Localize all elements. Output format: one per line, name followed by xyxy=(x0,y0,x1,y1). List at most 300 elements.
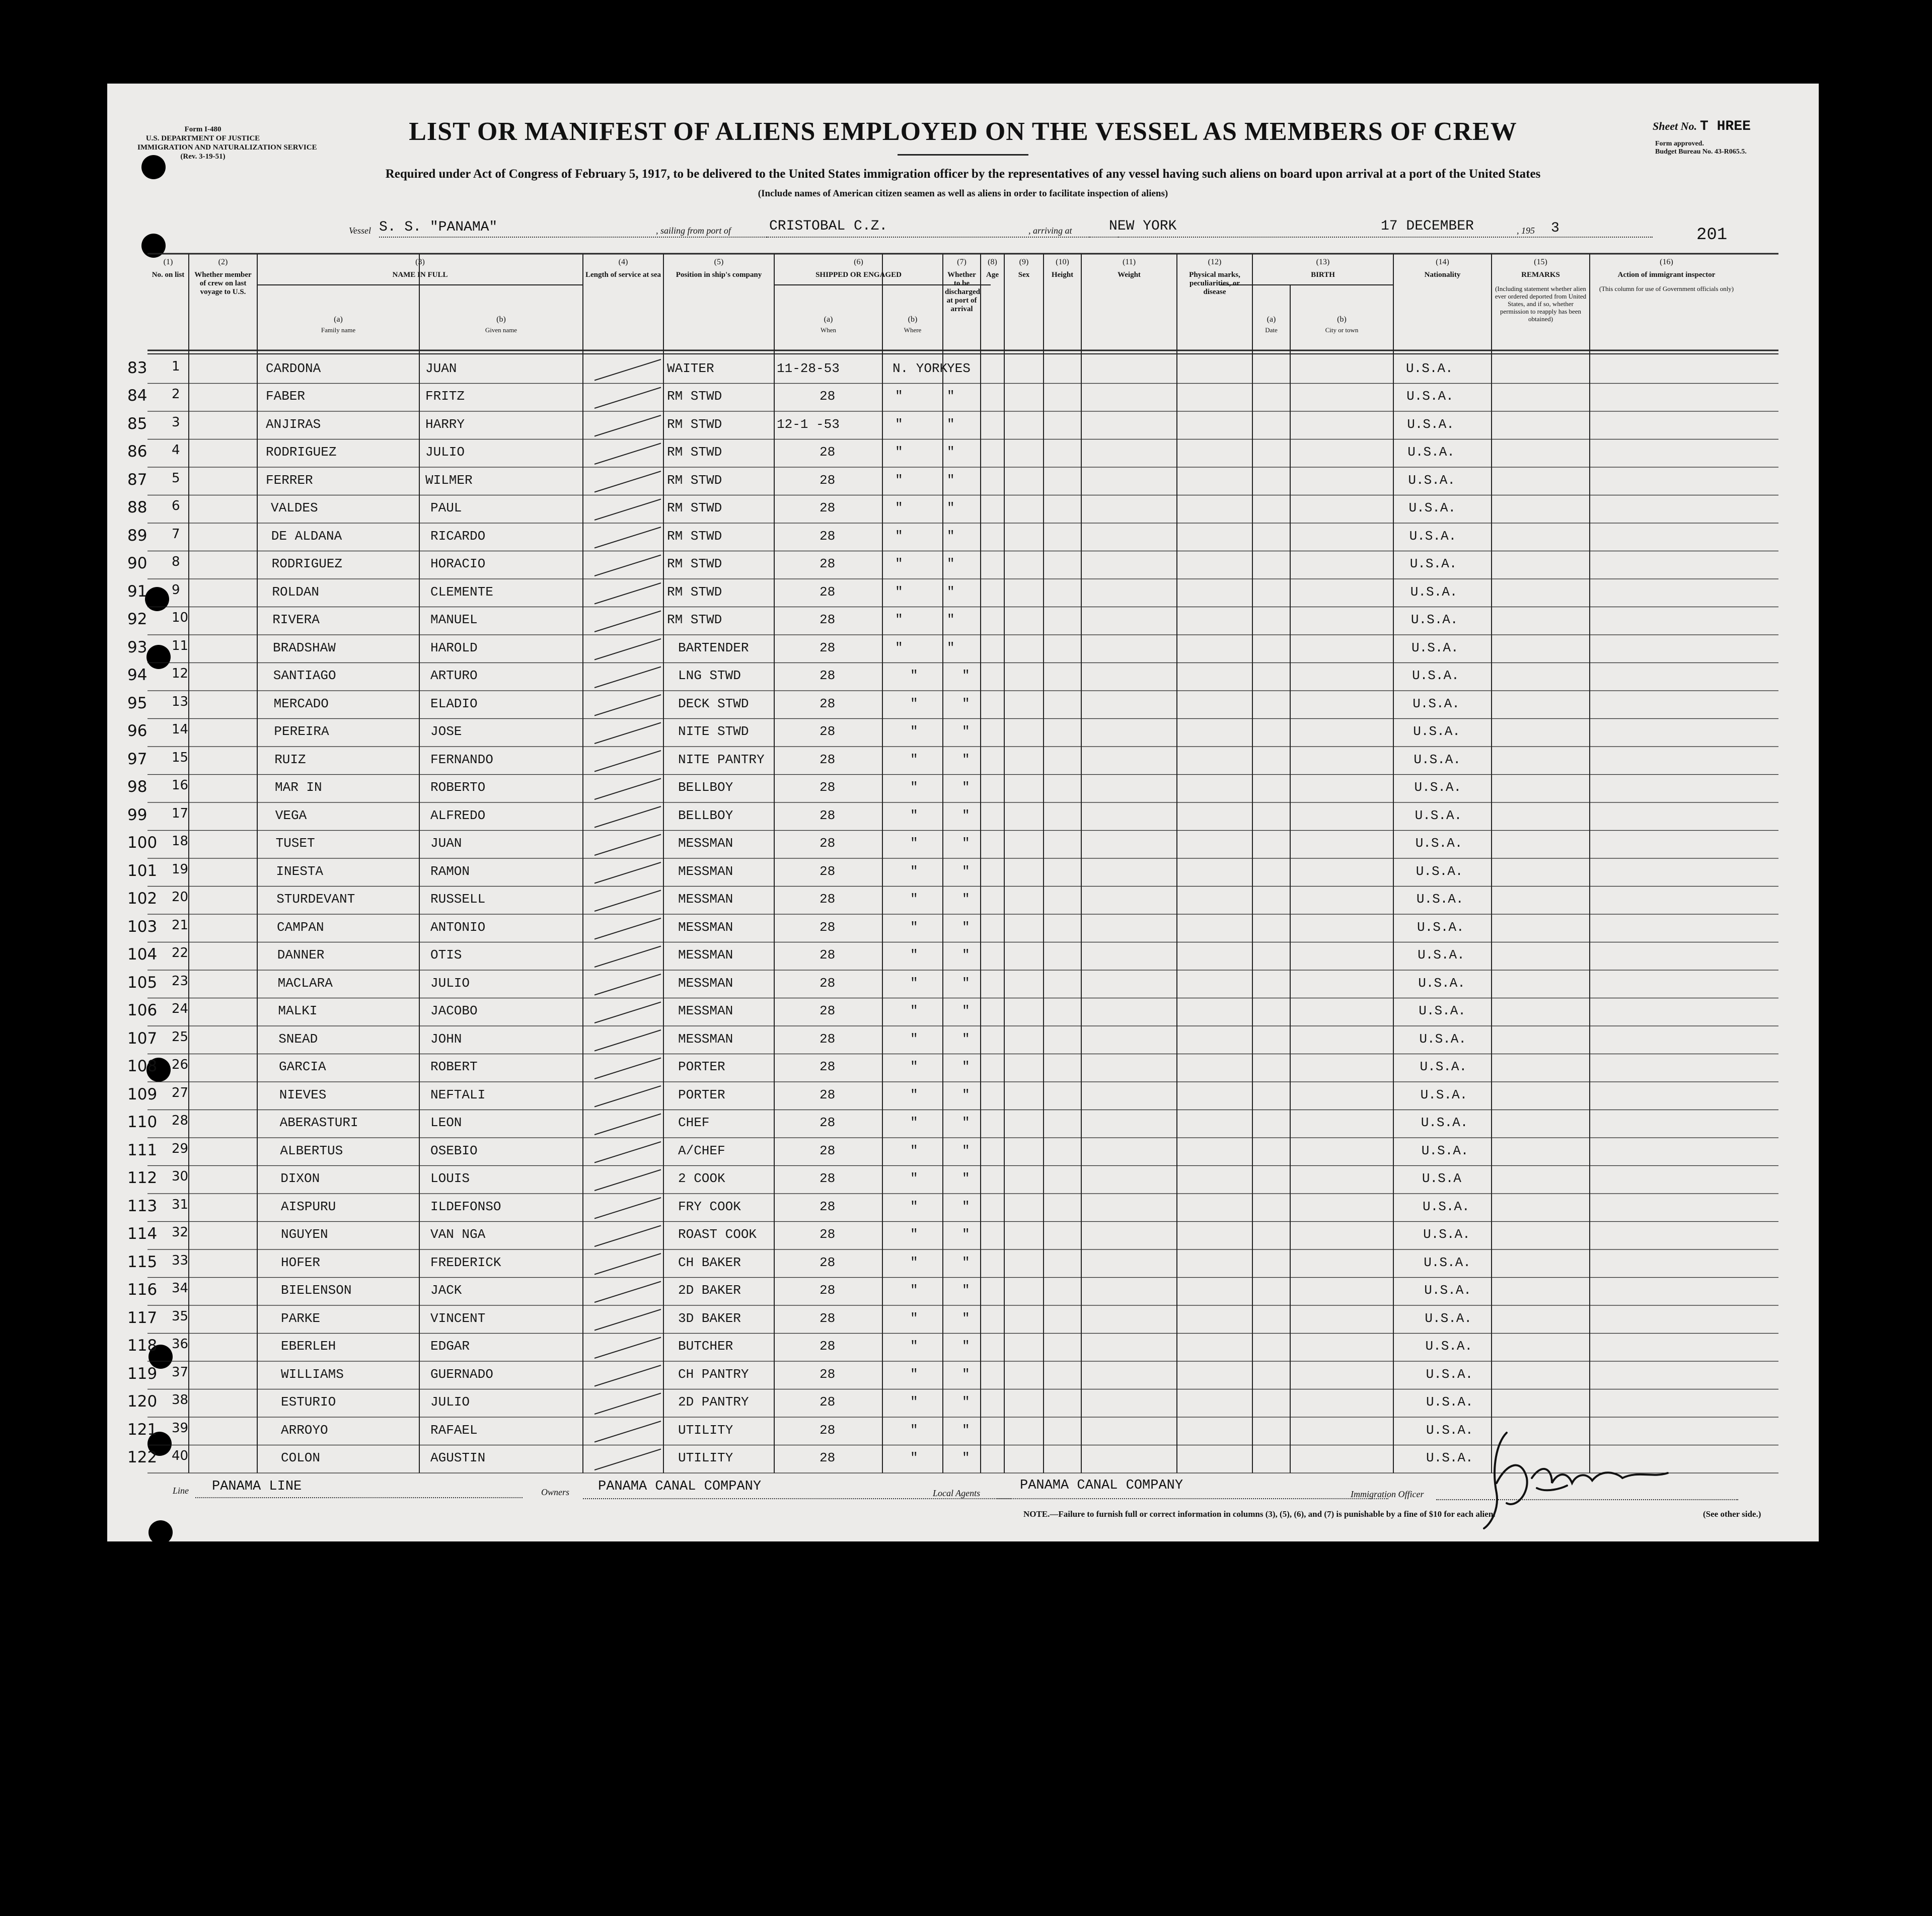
sailing-from-value: CRISTOBAL C.Z. xyxy=(769,218,888,234)
row-shipped-when: 28 xyxy=(820,640,836,655)
row-number: 17 xyxy=(172,805,189,821)
row-given-name: RUSSELL xyxy=(430,892,486,907)
row-shipped-when: 28 xyxy=(820,807,836,823)
row-shipped-where: " xyxy=(910,780,918,795)
arriving-label: , arriving at xyxy=(1028,226,1072,236)
row-nationality: U.S.A. xyxy=(1415,807,1462,823)
page-title: LIST OR MANIFEST OF ALIENS EMPLOYED ON THE VESSEL AS MEMBERS OF CREW xyxy=(409,117,1517,146)
row-shipped-when: 28 xyxy=(820,975,836,991)
row-family-name: ARROYO xyxy=(281,1422,328,1438)
row-number: 37 xyxy=(172,1364,189,1380)
row-nationality: U.S.A. xyxy=(1407,445,1455,460)
row-position: NITE PANTRY xyxy=(678,752,765,767)
row-handwritten-number: 85 xyxy=(127,414,147,433)
row-family-name: ABERASTURI xyxy=(279,1115,358,1131)
row-family-name: ANJIRAS xyxy=(266,416,321,432)
budget-bureau-line: Budget Bureau No. 43-R065.5. xyxy=(1655,148,1747,156)
row-number: 19 xyxy=(172,861,189,877)
row-nationality: U.S.A. xyxy=(1411,640,1459,655)
row-number: 34 xyxy=(172,1281,189,1296)
row-nationality: U.S.A. xyxy=(1426,1366,1473,1382)
row-shipped-when: 28 xyxy=(820,892,836,907)
row-number: 2 xyxy=(172,387,180,402)
row-handwritten-number: 117 xyxy=(127,1308,158,1327)
service-slash xyxy=(595,946,661,968)
col-num-c3: (3) xyxy=(415,258,425,266)
row-family-name: VEGA xyxy=(275,807,307,823)
row-position: 2D PANTRY xyxy=(678,1394,749,1410)
row-nationality: U.S.A. xyxy=(1408,500,1456,516)
row-shipped-when: 28 xyxy=(820,919,836,935)
col-label-c14: Nationality xyxy=(1424,271,1461,279)
see-other-side: (See other side.) xyxy=(1703,1509,1761,1519)
row-discharge: " xyxy=(962,1339,970,1354)
row-shipped-where: " xyxy=(910,1366,918,1382)
row-discharge: " xyxy=(947,612,955,628)
row-shipped-where: " xyxy=(895,500,903,516)
row-shipped-when: 11-28-53 xyxy=(777,360,840,376)
row-discharge: " xyxy=(947,584,955,600)
row-given-name: FREDERICK xyxy=(430,1255,501,1270)
row-family-name: ESTURIO xyxy=(281,1394,336,1410)
row-number: 23 xyxy=(172,973,189,989)
row-shipped-when: 28 xyxy=(820,752,836,767)
row-given-name: JULIO xyxy=(430,1394,470,1410)
service-slash xyxy=(595,695,661,716)
row-nationality: U.S.A. xyxy=(1413,724,1460,740)
row-shipped-where: " xyxy=(910,807,918,823)
row-given-name: VAN NGA xyxy=(430,1227,486,1242)
row-discharge: " xyxy=(947,389,955,404)
row-family-name: RODRIGUEZ xyxy=(266,445,337,460)
row-shipped-where: " xyxy=(910,1115,918,1131)
row-given-name: JUAN xyxy=(425,360,457,376)
row-position: RM STWD xyxy=(667,500,722,516)
row-nationality: U.S.A. xyxy=(1410,584,1458,600)
row-shipped-where: " xyxy=(895,584,903,600)
row-shipped-where: " xyxy=(910,752,918,767)
row-nationality: U.S.A. xyxy=(1407,416,1454,432)
row-position: CH PANTRY xyxy=(678,1366,749,1382)
row-given-name: JOHN xyxy=(430,1031,462,1047)
row-position: RM STWD xyxy=(667,584,722,600)
row-number: 13 xyxy=(172,694,189,709)
row-given-name: PAUL xyxy=(430,500,462,516)
row-shipped-when: 28 xyxy=(820,863,836,879)
row-shipped-where: " xyxy=(895,640,903,655)
row-discharge: " xyxy=(962,919,970,935)
row-shipped-when: 28 xyxy=(820,1366,836,1382)
row-handwritten-number: 119 xyxy=(127,1364,158,1383)
service-slash xyxy=(595,639,661,660)
row-given-name: MANUEL xyxy=(430,612,478,628)
row-shipped-where: " xyxy=(895,389,903,404)
service-slash xyxy=(595,1449,661,1470)
row-given-name: FRITZ xyxy=(425,389,465,404)
row-position: UTILITY xyxy=(678,1450,733,1466)
row-nationality: U.S.A. xyxy=(1415,836,1463,851)
service-slash xyxy=(595,1030,661,1051)
row-handwritten-number: 92 xyxy=(127,610,147,629)
row-discharge: " xyxy=(962,975,970,991)
row-handwritten-number: 121 xyxy=(127,1420,158,1439)
row-number: 11 xyxy=(172,638,189,653)
row-number: 35 xyxy=(172,1308,189,1324)
row-discharge: " xyxy=(962,1143,970,1158)
row-given-name: ALFREDO xyxy=(430,807,486,823)
row-nationality: U.S.A. xyxy=(1421,1115,1468,1131)
row-handwritten-number: 112 xyxy=(127,1169,158,1188)
row-number: 26 xyxy=(172,1057,189,1073)
row-nationality: U.S.A. xyxy=(1418,975,1465,991)
row-handwritten-number: 91 xyxy=(127,582,147,601)
row-family-name: SNEAD xyxy=(278,1031,318,1047)
col-sub-a-num-c3: (a) xyxy=(334,315,343,324)
row-nationality: U.S.A. xyxy=(1420,1087,1468,1102)
officer-signature xyxy=(1476,1423,1789,1533)
row-handwritten-number: 102 xyxy=(127,890,158,908)
service-slash xyxy=(595,583,661,604)
row-position: UTILITY xyxy=(678,1422,733,1438)
row-discharge: " xyxy=(962,1422,970,1438)
col-label-c12: Physical marks, peculiarities, or disease xyxy=(1189,271,1240,296)
row-handwritten-number: 86 xyxy=(127,443,147,461)
row-handwritten-number: 122 xyxy=(127,1448,158,1467)
row-given-name: ROBERTO xyxy=(430,780,486,795)
row-nationality: U.S.A. xyxy=(1406,360,1453,376)
service-slash xyxy=(595,1142,661,1163)
row-shipped-when: 28 xyxy=(820,1143,836,1158)
page-number: 201 xyxy=(1696,226,1728,245)
row-position: MESSMAN xyxy=(678,1031,733,1047)
col-sub-b-num-c3: (b) xyxy=(496,315,506,324)
row-discharge: " xyxy=(962,1366,970,1382)
row-nationality: U.S.A. xyxy=(1414,752,1461,767)
row-shipped-when: 28 xyxy=(820,668,836,684)
row-nationality: U.S.A. xyxy=(1426,1422,1473,1438)
penalty-note: NOTE.—Failure to furnish full or correct information in columns (3), (5), (6), and (7) is punishable by a fine of $10 for each alien. xyxy=(1023,1509,1496,1519)
row-shipped-where: " xyxy=(910,1171,918,1187)
row-number: 1 xyxy=(172,358,180,374)
row-shipped-where: " xyxy=(910,1310,918,1326)
col-sub-a-c13: Date xyxy=(1265,326,1278,334)
row-number: 12 xyxy=(172,666,189,682)
col-sub-c15: (Including statement whether alien ever ordered deported from United States, and if so, whether permission to reapply has been obtained) xyxy=(1495,285,1587,323)
service-slash xyxy=(595,1058,661,1079)
row-nationality: U.S.A. xyxy=(1412,668,1459,684)
row-shipped-where: " xyxy=(910,1339,918,1354)
row-number: 6 xyxy=(172,498,180,514)
row-shipped-when: 28 xyxy=(820,1115,836,1131)
row-shipped-where: " xyxy=(910,1450,918,1466)
service-slash xyxy=(595,1393,661,1415)
row-shipped-where: " xyxy=(910,919,918,935)
row-family-name: COLON xyxy=(281,1450,321,1466)
row-discharge: " xyxy=(962,1003,970,1019)
row-shipped-when: 28 xyxy=(820,584,836,600)
row-family-name: RODRIGUEZ xyxy=(271,556,343,572)
row-number: 7 xyxy=(172,526,180,542)
row-handwritten-number: 90 xyxy=(127,554,147,573)
row-shipped-where: " xyxy=(910,1422,918,1438)
row-handwritten-number: 103 xyxy=(127,917,158,936)
row-handwritten-number: 113 xyxy=(127,1197,158,1215)
service-slash xyxy=(595,806,661,828)
sheet-value: T HREE xyxy=(1700,119,1751,134)
row-shipped-when: 28 xyxy=(820,1450,836,1466)
row-handwritten-number: 105 xyxy=(127,973,158,992)
row-nationality: U.S.A. xyxy=(1413,696,1460,711)
row-family-name: MACLARA xyxy=(277,975,333,991)
row-discharge: " xyxy=(962,696,970,711)
col-num-c5: (5) xyxy=(714,258,724,266)
row-shipped-where: N. YORK xyxy=(893,360,948,376)
service-slash xyxy=(595,918,661,939)
row-family-name: NGUYEN xyxy=(281,1227,328,1242)
col-sub-b-c13: City or town xyxy=(1325,326,1359,334)
row-shipped-when: 28 xyxy=(820,389,836,404)
row-shipped-where: " xyxy=(910,1283,918,1298)
row-given-name: ARTURO xyxy=(430,668,478,684)
row-given-name: ILDEFONSO xyxy=(430,1199,501,1214)
row-discharge: " xyxy=(962,1394,970,1410)
row-number: 29 xyxy=(172,1141,189,1156)
row-number: 15 xyxy=(172,750,189,765)
row-position: DECK STWD xyxy=(678,696,749,711)
row-shipped-when: 28 xyxy=(820,1227,836,1242)
row-handwritten-number: 107 xyxy=(127,1029,158,1048)
row-number: 20 xyxy=(172,890,189,905)
row-nationality: U.S.A. xyxy=(1409,528,1457,544)
row-position: BELLBOY xyxy=(678,780,733,795)
row-nationality: U.S.A. xyxy=(1423,1199,1470,1214)
row-handwritten-number: 115 xyxy=(127,1252,158,1271)
row-family-name: NIEVES xyxy=(279,1087,327,1102)
row-handwritten-number: 87 xyxy=(127,470,147,489)
row-shipped-where: " xyxy=(910,1394,918,1410)
col-sub-a-c6: When xyxy=(820,326,837,334)
col-label-c9: Sex xyxy=(1018,271,1030,279)
service-slash xyxy=(595,974,661,995)
form-approval-line: Form approved. xyxy=(1655,140,1704,148)
row-number: 10 xyxy=(172,610,189,626)
service-slash xyxy=(595,667,661,688)
arriving-at-value: NEW YORK xyxy=(1109,218,1177,234)
row-handwritten-number: 99 xyxy=(127,805,147,824)
row-discharge: " xyxy=(962,1310,970,1326)
row-nationality: U.S.A. xyxy=(1418,947,1465,963)
owners-label: Owners xyxy=(541,1487,570,1497)
row-nationality: U.S.A. xyxy=(1423,1227,1470,1242)
row-family-name: MAR IN xyxy=(275,780,322,795)
row-handwritten-number: 106 xyxy=(127,1001,158,1020)
row-number: 36 xyxy=(172,1337,189,1352)
row-nationality: U.S.A. xyxy=(1426,1394,1473,1410)
service-slash xyxy=(595,1421,661,1442)
row-family-name: INESTA xyxy=(276,863,324,879)
col-sub-a-num-c13: (a) xyxy=(1267,315,1276,324)
row-number: 32 xyxy=(172,1225,189,1240)
row-handwritten-number: 84 xyxy=(127,387,147,405)
row-position: PORTER xyxy=(678,1087,725,1102)
row-position: MESSMAN xyxy=(678,947,733,963)
row-nationality: U.S.A. xyxy=(1416,863,1463,879)
row-position: RM STWD xyxy=(667,612,722,628)
agents-value: PANAMA CANAL COMPANY xyxy=(1020,1478,1183,1493)
form-number: Form I-480 xyxy=(184,125,221,133)
row-position: WAITER xyxy=(667,360,714,376)
row-handwritten-number: 104 xyxy=(127,945,158,964)
row-position: BELLBOY xyxy=(678,807,733,823)
row-nationality: U.S.A. xyxy=(1419,1003,1466,1019)
row-shipped-when: 28 xyxy=(820,1339,836,1354)
col-label-c8: Age xyxy=(986,271,999,279)
row-shipped-when: 28 xyxy=(820,780,836,795)
row-nationality: U.S.A. xyxy=(1420,1059,1467,1075)
col-sub-b-num-c6: (b) xyxy=(908,315,918,324)
row-number: 31 xyxy=(172,1197,189,1212)
row-shipped-when: 28 xyxy=(820,1003,836,1019)
row-handwritten-number: 97 xyxy=(127,750,147,768)
row-position: BUTCHER xyxy=(678,1339,733,1354)
row-handwritten-number: 93 xyxy=(127,638,147,656)
row-number: 38 xyxy=(172,1392,189,1408)
row-nationality: U.S.A. xyxy=(1424,1283,1471,1298)
service-slash xyxy=(595,359,661,381)
vessel-label: Vessel xyxy=(349,226,371,236)
service-slash xyxy=(595,611,661,632)
col-label-c2: Whether member of crew on last voyage to U.S. xyxy=(194,271,252,296)
row-given-name: LOUIS xyxy=(430,1171,470,1187)
row-position: MESSMAN xyxy=(678,919,733,935)
row-discharge: " xyxy=(947,640,955,655)
row-position: A/CHEF xyxy=(678,1143,725,1158)
arrival-date: 17 DECEMBER xyxy=(1381,218,1474,234)
row-family-name: RUIZ xyxy=(274,752,306,767)
row-discharge: YES xyxy=(947,360,971,376)
row-nationality: U.S.A. xyxy=(1425,1339,1473,1354)
row-shipped-where: " xyxy=(910,1087,918,1102)
row-position: 3D BAKER xyxy=(678,1310,741,1326)
col-label-c16: Action of immigrant inspector xyxy=(1617,271,1716,279)
col-sub-c16: (This column for use of Government officials only) xyxy=(1599,285,1734,292)
row-position: MESSMAN xyxy=(678,975,733,991)
row-position: CHEF xyxy=(678,1115,710,1131)
col-label-c10: Height xyxy=(1051,271,1074,279)
row-nationality: U.S.A. xyxy=(1410,612,1458,628)
row-family-name: WILLIAMS xyxy=(281,1366,344,1382)
row-position: FRY COOK xyxy=(678,1199,741,1214)
service-slash xyxy=(595,499,661,521)
row-number: 21 xyxy=(172,917,189,933)
row-shipped-where: " xyxy=(910,836,918,851)
row-discharge: " xyxy=(962,947,970,963)
row-shipped-when: 28 xyxy=(820,947,836,963)
page-subtitle-note: (Include names of American citizen seamen as well as aliens in order to facilitate inspection of aliens) xyxy=(758,188,1168,199)
row-given-name: LEON xyxy=(430,1115,462,1131)
col-sub-b-num-c13: (b) xyxy=(1337,315,1347,324)
row-shipped-where: " xyxy=(895,528,903,544)
row-family-name: PARKE xyxy=(281,1310,321,1326)
row-shipped-where: " xyxy=(895,445,903,460)
row-family-name: MALKI xyxy=(278,1003,318,1019)
row-position: RM STWD xyxy=(667,416,722,432)
row-position: PORTER xyxy=(678,1059,725,1075)
row-handwritten-number: 118 xyxy=(127,1337,158,1355)
service-slash xyxy=(595,1086,661,1107)
row-shipped-where: " xyxy=(910,1227,918,1242)
service-slash xyxy=(595,415,661,436)
row-shipped-when: 12-1 -53 xyxy=(777,416,840,432)
row-position: 2D BAKER xyxy=(678,1283,741,1298)
row-given-name: JUAN xyxy=(430,836,462,851)
sailing-label: , sailing from port of xyxy=(656,226,731,236)
owners-value: PANAMA CANAL COMPANY xyxy=(598,1479,762,1494)
row-nationality: U.S.A xyxy=(1422,1171,1461,1187)
row-discharge: " xyxy=(947,445,955,460)
year-suffix: 3 xyxy=(1551,220,1559,236)
col-label-c3: NAME IN FULL xyxy=(392,271,448,279)
row-given-name: NEFTALI xyxy=(430,1087,486,1102)
row-position: 2 COOK xyxy=(678,1171,725,1187)
row-position: RM STWD xyxy=(667,528,722,544)
form-rev: (Rev. 3-19-51) xyxy=(180,153,226,161)
row-number: 8 xyxy=(172,554,180,570)
row-discharge: " xyxy=(962,752,970,767)
row-given-name: AGUSTIN xyxy=(430,1450,486,1466)
row-nationality: U.S.A. xyxy=(1419,1031,1467,1047)
row-family-name: BIELENSON xyxy=(281,1283,352,1298)
col-sub-b-c3: Given name xyxy=(485,326,517,334)
row-discharge: " xyxy=(947,500,955,516)
row-given-name: CLEMENTE xyxy=(430,584,493,600)
col-num-c8: (8) xyxy=(988,258,997,266)
row-nationality: U.S.A. xyxy=(1426,1450,1473,1466)
row-given-name: ELADIO xyxy=(430,696,478,711)
row-given-name: VINCENT xyxy=(430,1310,486,1326)
row-given-name: FERNANDO xyxy=(430,752,493,767)
row-shipped-when: 28 xyxy=(820,500,836,516)
line-value: PANAMA LINE xyxy=(212,1479,302,1494)
row-position: RM STWD xyxy=(667,389,722,404)
row-number: 27 xyxy=(172,1085,189,1100)
row-given-name: RAFAEL xyxy=(430,1422,478,1438)
row-number: 9 xyxy=(172,582,180,598)
row-family-name: DE ALDANA xyxy=(271,528,342,544)
row-discharge: " xyxy=(962,1450,970,1466)
row-shipped-when: 28 xyxy=(820,556,836,572)
service-slash xyxy=(595,1226,661,1247)
row-handwritten-number: 114 xyxy=(127,1225,158,1243)
officer-label: Immigration Officer xyxy=(1351,1489,1424,1499)
vessel-value: S. S. "PANAMA" xyxy=(379,219,498,235)
row-position: MESSMAN xyxy=(678,836,733,851)
col-sub-a-c3: Family name xyxy=(321,326,356,334)
form-service: IMMIGRATION AND NATURALIZATION SERVICE xyxy=(137,143,317,152)
row-family-name: ROLDAN xyxy=(272,584,320,600)
row-given-name: EDGAR xyxy=(430,1339,470,1354)
row-handwritten-number: 88 xyxy=(127,498,147,517)
row-handwritten-number: 98 xyxy=(127,778,147,796)
row-number: 3 xyxy=(172,414,180,430)
row-given-name: OTIS xyxy=(430,947,462,963)
row-number: 14 xyxy=(172,722,189,738)
row-discharge: " xyxy=(947,416,955,432)
row-shipped-where: " xyxy=(910,1003,918,1019)
row-shipped-where: " xyxy=(895,416,903,432)
line-label: Line xyxy=(173,1486,189,1496)
col-num-c9: (9) xyxy=(1019,258,1029,266)
